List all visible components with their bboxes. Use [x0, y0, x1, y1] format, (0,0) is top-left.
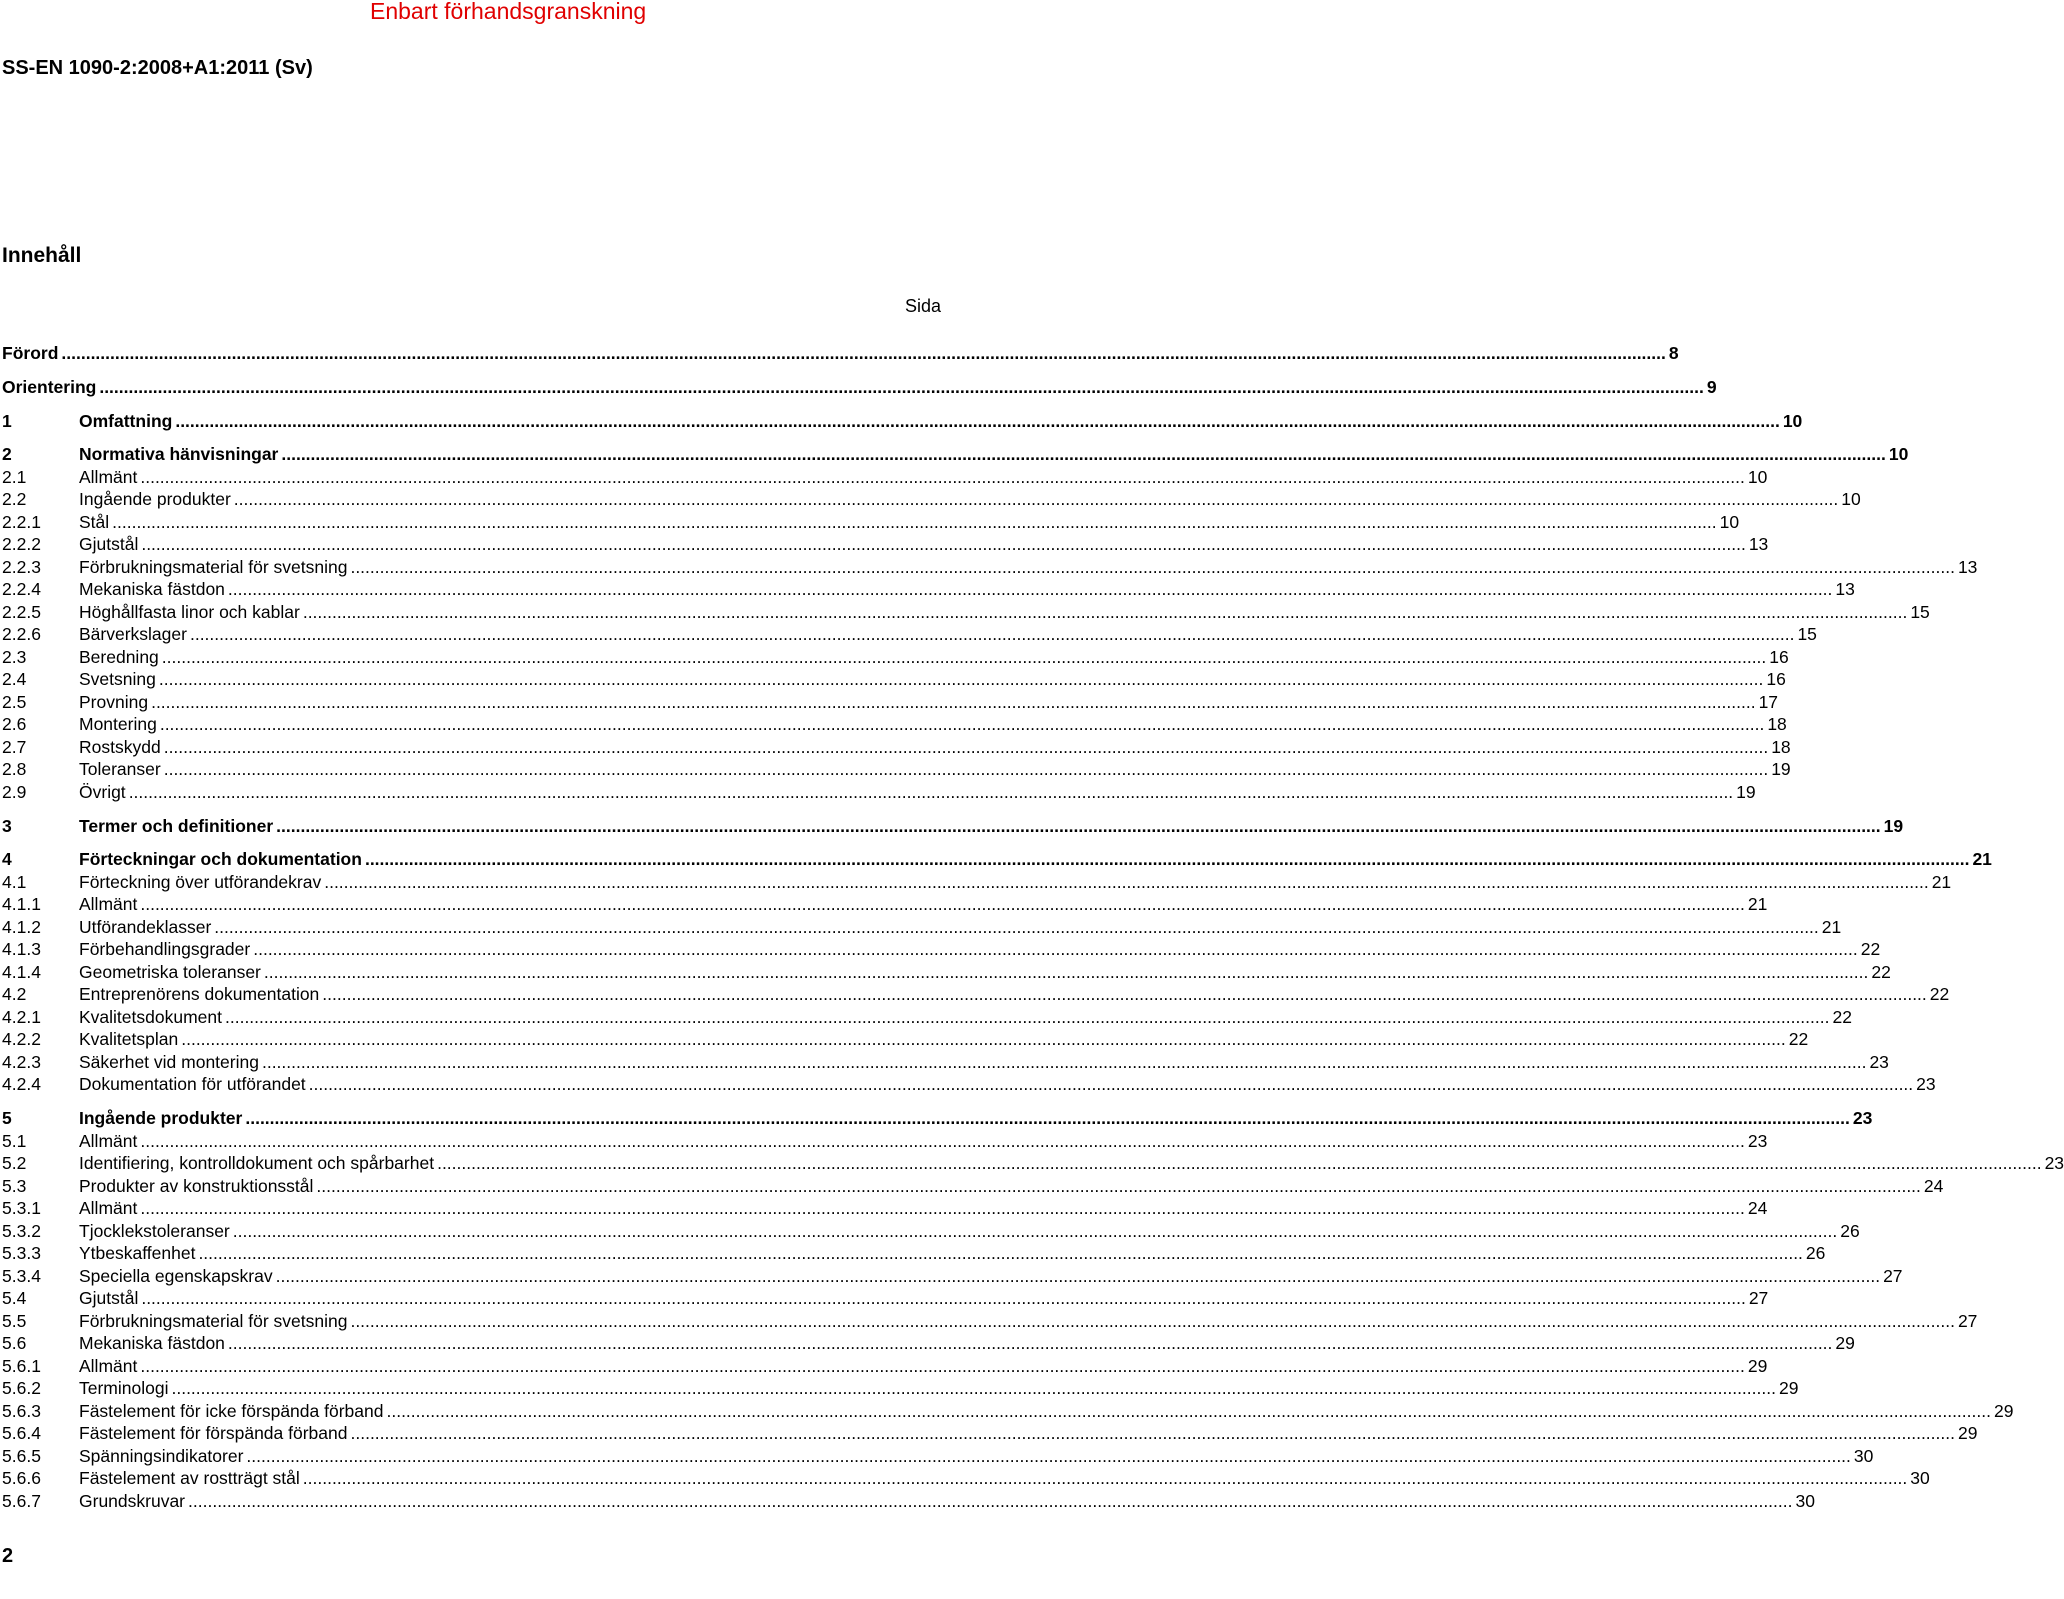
- toc-entry-page: 21: [1747, 894, 1768, 915]
- toc-entry-number: 5.6: [2, 1333, 27, 1354]
- toc-dot-leader: [350, 556, 1954, 579]
- toc-entry-title: Gjutstål: [79, 1288, 139, 1309]
- toc-entry-title: Kvalitetsplan: [79, 1029, 179, 1050]
- toc-entry-title: Höghållfasta linor och kablar: [79, 601, 300, 622]
- toc-entry-page: 26: [1840, 1220, 1860, 1241]
- toc-entry-number: 5.6.2: [2, 1378, 41, 1399]
- toc-entry-title: Termer och definitioner: [79, 815, 274, 836]
- toc-entry-number: 5.2: [2, 1153, 27, 1174]
- toc-entry[interactable]: [2, 815, 1904, 838]
- toc-entry-number: 4.2.2: [2, 1029, 41, 1050]
- toc-entry-page: 29: [1993, 1400, 2014, 1421]
- toc-dot-leader: [281, 443, 1885, 466]
- toc-entry[interactable]: [2, 691, 1779, 714]
- toc-dot-leader: [190, 623, 1794, 646]
- toc-entry-number: 4.2.1: [2, 1006, 41, 1027]
- toc-entry-title: Identifiering, kontrolldokument och spårbarhet: [79, 1153, 435, 1174]
- toc-dot-leader: [234, 488, 1838, 511]
- toc-entry[interactable]: [2, 893, 1768, 916]
- toc-entry-number: 2.2.3: [2, 556, 41, 577]
- toc-entry-page: 21: [1972, 849, 1992, 870]
- toc-entry-page: 13: [1957, 556, 1978, 577]
- toc-entry-page: 10: [1841, 489, 1861, 510]
- toc-entry-page: 24: [1923, 1175, 1944, 1196]
- toc-entry-title: Förord: [2, 343, 59, 363]
- toc-entry-page: 30: [1795, 1490, 1815, 1511]
- toc-entry-page: 19: [1883, 815, 1904, 836]
- toc-entry-page: 23: [2044, 1153, 2064, 1174]
- toc-entry[interactable]: [2, 871, 1952, 894]
- toc-entry[interactable]: [2, 983, 1950, 1006]
- toc-entry-title: Förteckningar och dokumentation: [79, 849, 362, 870]
- toc-entry[interactable]: [2, 1051, 1889, 1074]
- toc-entry-page: 13: [1748, 534, 1769, 555]
- toc-entry-number: 2.7: [2, 736, 27, 757]
- toc-entry[interactable]: [2, 623, 1817, 646]
- toc-entry[interactable]: [2, 736, 1791, 759]
- toc-entry[interactable]: [2, 1107, 1873, 1130]
- toc-dot-leader: [141, 533, 1745, 556]
- toc-dot-leader: [140, 1355, 1744, 1378]
- preview-watermark: Enbart förhandsgranskning: [370, 0, 647, 24]
- toc-entry-number: 5.5: [2, 1310, 27, 1331]
- toc-entry-title: Övrigt: [79, 781, 126, 802]
- toc-entry-title: Terminologi: [79, 1378, 169, 1399]
- toc-dot-leader: [164, 736, 1768, 759]
- toc-dot-leader: [140, 1130, 1744, 1153]
- toc-entry-title: Ytbeskaffenhet: [79, 1243, 196, 1264]
- toc-entry-number: 2.8: [2, 759, 27, 780]
- toc-entry-number: 5.3.3: [2, 1243, 41, 1264]
- toc-entry-title: Svetsning: [79, 669, 156, 690]
- toc-entry-title: Speciella egenskapskrav: [79, 1265, 273, 1286]
- toc-entry-title: Geometriska toleranser: [79, 961, 261, 982]
- toc-entry[interactable]: [2, 1355, 1768, 1378]
- toc-entry[interactable]: [2, 938, 1881, 961]
- toc-dot-leader: [351, 1422, 1955, 1445]
- toc-entry-title: Utförandeklasser: [79, 916, 212, 937]
- toc-entry-number: 4.1.2: [2, 916, 41, 937]
- toc-dot-leader: [61, 342, 1665, 365]
- toc-entry[interactable]: [2, 1467, 1930, 1490]
- toc-entry-page: 19: [1736, 781, 1756, 802]
- toc-entry[interactable]: [2, 410, 1803, 433]
- toc-entry-title: Fästelement för förspända förband: [79, 1423, 348, 1444]
- toc-dot-leader: [228, 578, 1832, 601]
- toc-dot-leader: [276, 815, 1880, 838]
- toc-entry[interactable]: [2, 1400, 2014, 1423]
- toc-entry-number: 4.1.1: [2, 894, 41, 915]
- toc-entry-page: 22: [1860, 939, 1881, 960]
- toc-entry-number: 5.6.6: [2, 1468, 41, 1489]
- toc-entry-number: 5.6.5: [2, 1445, 41, 1466]
- toc-entry-title: Allmänt: [79, 466, 138, 487]
- toc-entry-page: 17: [1758, 691, 1779, 712]
- page-number: 2: [2, 1545, 14, 1567]
- toc-dot-leader: [175, 410, 1779, 433]
- toc-entry[interactable]: [2, 466, 1768, 489]
- toc-entry-page: 23: [1747, 1130, 1768, 1151]
- toc-entry-number: 4.2.3: [2, 1051, 41, 1072]
- toc-entry-page: 29: [1778, 1378, 1799, 1399]
- toc-entry[interactable]: [2, 1175, 1944, 1198]
- toc-entry-page: 29: [1957, 1423, 1978, 1444]
- toc-entry[interactable]: [2, 848, 1992, 871]
- toc-entry-number: 5.3.4: [2, 1265, 41, 1286]
- toc-entry[interactable]: [2, 713, 1787, 736]
- toc-entry-title: Omfattning: [79, 410, 173, 431]
- toc-entry-page: 10: [1747, 466, 1768, 487]
- toc-entry[interactable]: [2, 1310, 1978, 1333]
- toc-entry-title: Gjutstål: [79, 534, 139, 555]
- toc-dot-leader: [276, 1265, 1880, 1288]
- toc-entry-page: 22: [1832, 1006, 1852, 1027]
- toc-entry[interactable]: [2, 1490, 1815, 1513]
- toc-entry[interactable]: [2, 443, 1909, 466]
- toc-dot-leader: [140, 1197, 1744, 1220]
- toc-dot-leader: [316, 1175, 1920, 1198]
- toc-entry-page: 18: [1771, 736, 1791, 757]
- toc-entry-number: 5.1: [2, 1130, 27, 1151]
- toc-dot-leader: [198, 1242, 1802, 1265]
- toc-entry-number: 2.2.4: [2, 579, 41, 600]
- toc-dot-leader: [233, 1220, 1837, 1243]
- toc-entry-page: 22: [1871, 961, 1891, 982]
- toc-entry-title: Allmänt: [79, 1198, 138, 1219]
- toc-dot-leader: [140, 893, 1744, 916]
- toc-entry-title: Kvalitetsdokument: [79, 1006, 222, 1027]
- toc-entry-title: Ingående produkter: [79, 489, 231, 510]
- toc-dot-leader: [140, 466, 1744, 489]
- toc-dot-leader: [303, 1467, 1907, 1490]
- toc-dot-leader: [246, 1445, 1850, 1468]
- toc-entry-page: 30: [1853, 1445, 1874, 1466]
- toc-dot-leader: [225, 1006, 1829, 1029]
- toc-entry[interactable]: [2, 578, 1855, 601]
- toc-dot-leader: [264, 961, 1868, 984]
- toc-dot-leader: [129, 781, 1733, 804]
- toc-entry[interactable]: [2, 758, 1791, 781]
- toc-entry-number: 2.6: [2, 714, 27, 735]
- toc-entry-number: 2.4: [2, 669, 27, 690]
- toc-entry-title: Stål: [79, 511, 110, 532]
- table-of-contents: [2, 342, 2064, 1512]
- toc-entry-title: Allmänt: [79, 1130, 138, 1151]
- toc-dot-leader: [253, 938, 1857, 961]
- toc-entry-title: Allmänt: [79, 1355, 138, 1376]
- toc-entry-title: Produkter av konstruktionsstål: [79, 1175, 314, 1196]
- toc-entry-number: 2.1: [2, 466, 27, 487]
- toc-entry-page: 23: [1869, 1051, 1889, 1072]
- toc-dot-leader: [262, 1051, 1866, 1074]
- toc-entry-page: 27: [1957, 1310, 1978, 1331]
- toc-dot-leader: [437, 1152, 2041, 1175]
- toc-heading: Innehåll: [2, 244, 82, 267]
- toc-entry-page: 26: [1805, 1243, 1826, 1264]
- toc-entry-page: 19: [1771, 759, 1791, 780]
- toc-entry-number: 2.3: [2, 646, 27, 667]
- toc-dot-leader: [160, 713, 1764, 736]
- toc-entry-title: Förteckning över utförandekrav: [79, 871, 322, 892]
- toc-entry-number: 4.1: [2, 871, 27, 892]
- toc-entry-number: 5.3.2: [2, 1220, 41, 1241]
- toc-entry-number: 2: [2, 444, 12, 465]
- toc-entry-number: 4.2.4: [2, 1074, 41, 1095]
- toc-entry-page: 10: [1782, 410, 1803, 431]
- toc-entry-page: 15: [1910, 601, 1930, 622]
- toc-entry-number: 2.2: [2, 489, 27, 510]
- toc-entry-number: 1: [2, 410, 12, 431]
- toc-dot-leader: [303, 601, 1907, 624]
- toc-entry[interactable]: [2, 376, 1717, 399]
- toc-dot-leader: [171, 1377, 1775, 1400]
- toc-entry[interactable]: [2, 1220, 1860, 1243]
- toc-entry[interactable]: [2, 1332, 1855, 1355]
- toc-entry-number: 5: [2, 1108, 12, 1129]
- toc-dot-leader: [386, 1400, 1990, 1423]
- toc-entry[interactable]: [2, 511, 1740, 534]
- toc-entry-number: 5.6.3: [2, 1400, 41, 1421]
- toc-entry-page: 27: [1883, 1265, 1903, 1286]
- toc-entry-title: Allmänt: [79, 894, 138, 915]
- toc-entry-number: 5.3: [2, 1175, 27, 1196]
- toc-entry-number: 4.2: [2, 984, 27, 1005]
- toc-entry-page: 13: [1835, 579, 1855, 600]
- toc-dot-leader: [159, 668, 1763, 691]
- toc-entry-number: 5.4: [2, 1288, 27, 1309]
- toc-dot-leader: [141, 1287, 1745, 1310]
- toc-entry-page: 10: [1719, 511, 1740, 532]
- toc-entry[interactable]: [2, 1377, 1799, 1400]
- toc-entry[interactable]: [2, 1242, 1826, 1265]
- toc-entry-number: 2.2.5: [2, 601, 41, 622]
- toc-entry[interactable]: [2, 1197, 1768, 1220]
- toc-entry[interactable]: [2, 1152, 2064, 1175]
- toc-entry-number: 2.9: [2, 781, 27, 802]
- toc-entry-page: 10: [1888, 444, 1909, 465]
- toc-entry[interactable]: [2, 1287, 1769, 1310]
- toc-entry-page: 30: [1910, 1468, 1930, 1489]
- toc-entry[interactable]: [2, 1006, 1852, 1029]
- toc-entry-number: 2.2.6: [2, 624, 41, 645]
- toc-entry-page: 18: [1767, 714, 1787, 735]
- toc-entry-number: 5.6.1: [2, 1355, 41, 1376]
- toc-entry-title: Mekaniska fästdon: [79, 579, 225, 600]
- page-column-label: Sida: [904, 296, 941, 316]
- toc-entry-title: Fästelement för icke förspända förband: [79, 1400, 384, 1421]
- toc-dot-leader: [181, 1028, 1785, 1051]
- toc-entry-page: 24: [1747, 1198, 1768, 1219]
- toc-entry-title: Säkerhet vid montering: [79, 1051, 259, 1072]
- toc-entry-page: 8: [1668, 343, 1679, 363]
- toc-entry-page: 22: [1788, 1029, 1809, 1050]
- toc-entry-number: 4.1.4: [2, 961, 41, 982]
- toc-entry-title: Tjocklekstoleranser: [79, 1220, 230, 1241]
- toc-entry-title: Entreprenörens dokumentation: [79, 984, 320, 1005]
- toc-entry-title: Dokumentation för utförandet: [79, 1074, 306, 1095]
- toc-entry-title: Beredning: [79, 646, 159, 667]
- toc-dot-leader: [228, 1332, 1832, 1355]
- toc-entry-title: Montering: [79, 714, 157, 735]
- toc-entry-page: 9: [1706, 376, 1717, 397]
- toc-entry-title: Provning: [79, 691, 149, 712]
- toc-entry[interactable]: [2, 1445, 1874, 1468]
- toc-dot-leader: [162, 646, 1766, 669]
- toc-entry[interactable]: [2, 916, 1842, 939]
- toc-entry-number: 5.6.4: [2, 1423, 41, 1444]
- toc-entry[interactable]: [2, 556, 1978, 579]
- toc-entry[interactable]: [2, 533, 1769, 556]
- toc-entry-title: Bärverkslager: [79, 624, 187, 645]
- toc-entry-page: 21: [1931, 871, 1952, 892]
- toc-entry[interactable]: [2, 342, 1679, 365]
- toc-entry[interactable]: [2, 601, 1930, 624]
- toc-entry-number: 2.2.1: [2, 511, 41, 532]
- toc-entry-number: 3: [2, 815, 12, 836]
- toc-dot-leader: [365, 848, 1969, 871]
- toc-dot-leader: [99, 376, 1703, 399]
- toc-entry-title: Mekaniska fästdon: [79, 1333, 225, 1354]
- toc-entry-number: 2.2.2: [2, 534, 41, 555]
- toc-entry-number: 5.3.1: [2, 1198, 41, 1219]
- toc-entry-number: 4.1.3: [2, 939, 41, 960]
- toc-dot-leader: [214, 916, 1818, 939]
- toc-entry[interactable]: [2, 646, 1789, 669]
- toc-entry[interactable]: [2, 1028, 1809, 1051]
- toc-entry-number: 4: [2, 849, 12, 870]
- toc-entry-title: Spänningsindikatorer: [79, 1445, 244, 1466]
- toc-dot-leader: [350, 1310, 1954, 1333]
- toc-dot-leader: [322, 983, 1926, 1006]
- toc-entry-page: 21: [1821, 916, 1842, 937]
- toc-entry[interactable]: [2, 781, 1756, 804]
- toc-entry[interactable]: [2, 1130, 1768, 1153]
- toc-entry-page: 16: [1766, 669, 1786, 690]
- toc-entry[interactable]: [2, 1073, 1936, 1096]
- toc-entry-title: Förbrukningsmaterial för svetsning: [79, 1310, 348, 1331]
- toc-entry-page: 22: [1929, 984, 1950, 1005]
- toc-dot-leader: [164, 758, 1768, 781]
- toc-entry-page: 27: [1748, 1288, 1769, 1309]
- toc-dot-leader: [245, 1107, 1849, 1130]
- toc-entry-title: Fästelement av rostträgt stål: [79, 1468, 300, 1489]
- toc-entry-title: Förbehandlingsgrader: [79, 939, 251, 960]
- toc-entry-page: 23: [1916, 1074, 1936, 1095]
- toc-entry-page: 15: [1797, 624, 1817, 645]
- toc-entry-title: Toleranser: [79, 759, 161, 780]
- toc-dot-leader: [112, 511, 1716, 534]
- toc-dot-leader: [309, 1073, 1913, 1096]
- toc-entry[interactable]: [2, 961, 1891, 984]
- toc-entry[interactable]: [2, 1265, 1903, 1288]
- toc-entry-title: Rostskydd: [79, 736, 161, 757]
- document-id: SS-EN 1090-2:2008+A1:2011 (Sv): [2, 57, 313, 79]
- toc-dot-leader: [324, 871, 1928, 894]
- toc-entry[interactable]: [2, 668, 1786, 691]
- toc-dot-leader: [151, 691, 1755, 714]
- toc-entry-title: Ingående produkter: [79, 1108, 243, 1129]
- toc-entry[interactable]: [2, 488, 1861, 511]
- toc-entry-page: 16: [1769, 646, 1789, 667]
- toc-entry-number: 2.5: [2, 691, 27, 712]
- toc-entry-title: Orientering: [2, 376, 97, 397]
- toc-dot-leader: [188, 1490, 1792, 1513]
- toc-entry[interactable]: [2, 1422, 1978, 1445]
- toc-entry-page: 29: [1747, 1355, 1768, 1376]
- toc-entry-number: 5.6.7: [2, 1490, 41, 1511]
- toc-entry-title: Förbrukningsmaterial för svetsning: [79, 556, 348, 577]
- toc-entry-page: 23: [1852, 1108, 1873, 1129]
- toc-entry-title: Normativa hänvisningar: [79, 444, 279, 465]
- toc-entry-title: Grundskruvar: [79, 1490, 186, 1511]
- toc-entry-page: 29: [1835, 1333, 1855, 1354]
